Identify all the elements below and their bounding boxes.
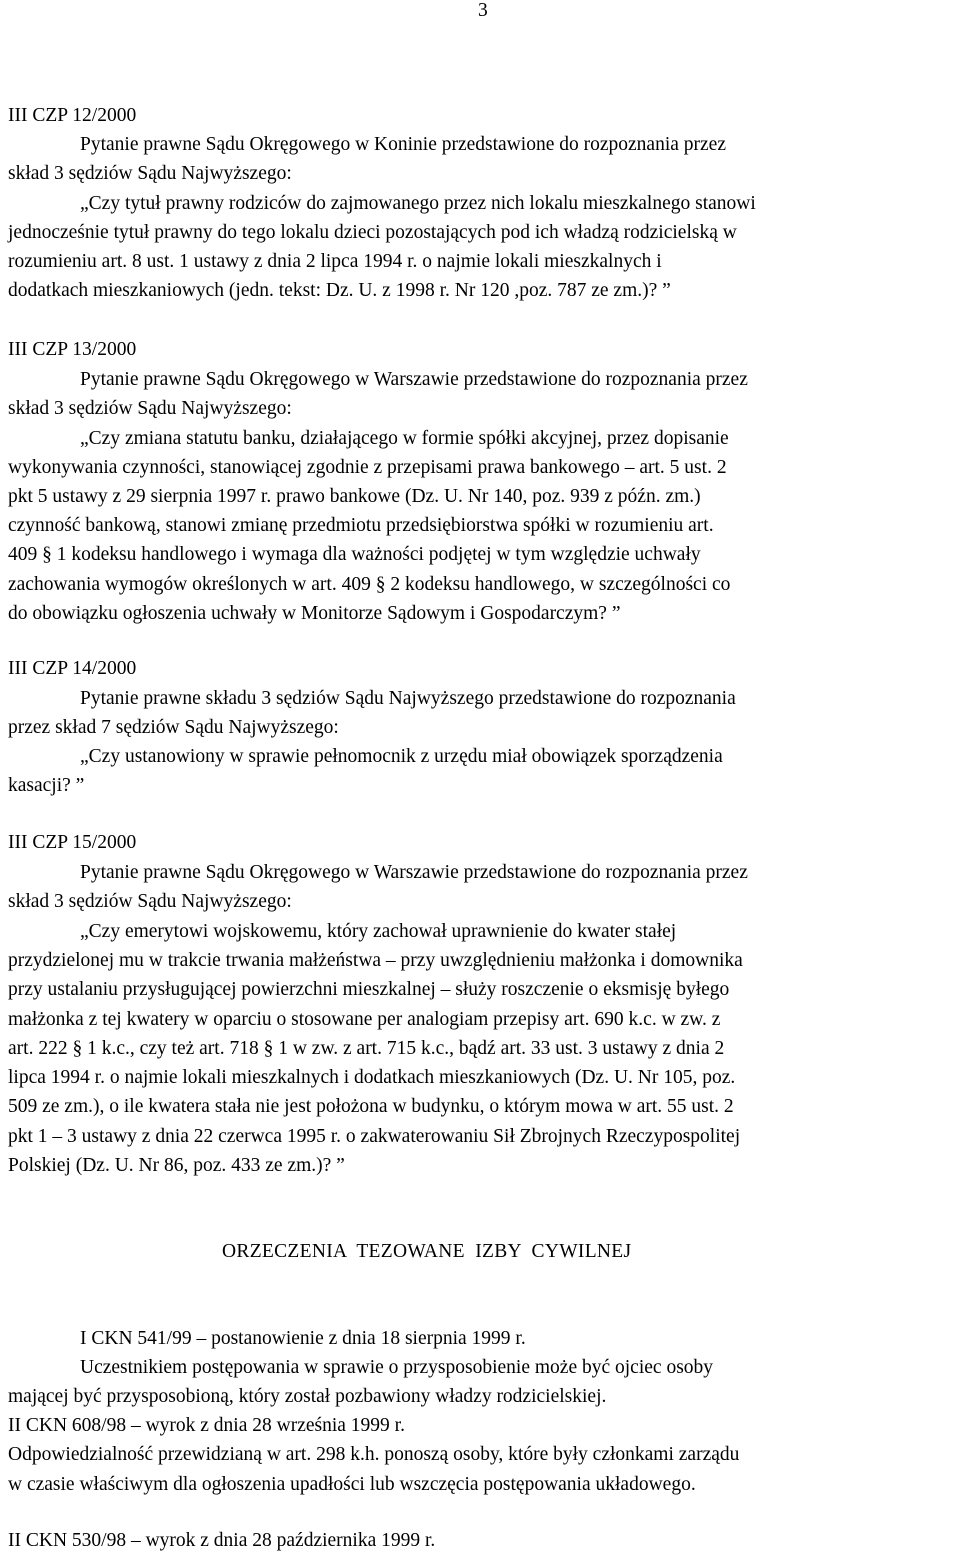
question-text: rozumieniu art. 8 ust. 1 ustawy z dnia 2 lipca 1994 r. o najmie lokali mieszkalnych i [8, 251, 662, 272]
case-number: III CZP 15/2000 [8, 832, 137, 853]
question-text: wykonywania czynności, stanowiącej zgodnie z przepisami prawa bankowego – art. 5 ust. 2 [8, 457, 727, 478]
question-text: 509 ze zm.), o ile kwatera stała nie jest położona w budynku, o którym mowa w art. 55 ust. 2 [8, 1096, 734, 1117]
question-text: art. 222 § 1 k.c., czy też art. 718 § 1 w zw. z art. 715 k.c., bądź art. 33 ust. 3 ustawy z dnia 2 [8, 1038, 725, 1059]
question-text: „Czy zmiana statutu banku, działającego w formie spółki akcyjnej, przez dopisanie [80, 428, 729, 449]
question-text: do obowiązku ogłoszenia uchwały w Monitorze Sądowym i Gospodarczym? ” [8, 603, 621, 624]
question-intro: skład 3 sędziów Sądu Najwyższego: [8, 398, 292, 419]
section-heading: ORZECZENIA TEZOWANE IZBY CYWILNEJ [222, 1241, 632, 1262]
ruling-reference: I CKN 541/99 – postanowienie z dnia 18 sierpnia 1999 r. [80, 1328, 526, 1349]
question-text: zachowania wymogów określonych w art. 409 § 2 kodeksu handlowego, w szczególności co [8, 574, 731, 595]
ruling-reference: II CKN 608/98 – wyrok z dnia 28 września 1999 r. [8, 1415, 405, 1436]
ruling-thesis: Odpowiedzialność przewidzianą w art. 298 k.h. ponoszą osoby, które były członkami zarządu [8, 1444, 740, 1465]
question-intro: skład 3 sędziów Sądu Najwyższego: [8, 891, 292, 912]
ruling-reference: II CKN 530/98 – wyrok z dnia 28 października 1999 r. [8, 1530, 436, 1551]
question-intro: Pytanie prawne Sądu Okręgowego w Koninie przedstawione do rozpoznania przez [80, 134, 726, 155]
ruling-thesis: w czasie właściwym dla ogłoszenia upadłości lub wszczęcia postępowania układowego. [8, 1474, 696, 1495]
question-text: przy ustalaniu przysługującej powierzchni mieszkalnej – służy roszczenie o eksmisję byłego [8, 979, 730, 1000]
question-text: lipca 1994 r. o najmie lokali mieszkalnych i dodatkach mieszkaniowych (Dz. U. Nr 105, poz. [8, 1067, 736, 1088]
ruling-thesis: Uczestnikiem postępowania w sprawie o przysposobienie może być ojciec osoby [80, 1357, 714, 1378]
question-text: „Czy tytuł prawny rodziców do zajmowanego przez nich lokalu mieszkalnego stanowi [80, 193, 756, 214]
question-text: „Czy emerytowi wojskowemu, który zachował uprawnienie do kwater stałej [80, 921, 677, 942]
question-intro: przez skład 7 sędziów Sądu Najwyższego: [8, 717, 339, 738]
case-number: III CZP 14/2000 [8, 658, 137, 679]
question-text: czynność bankową, stanowi zmianę przedmiotu przedsiębiorstwa spółki w rozumieniu art. [8, 515, 714, 536]
page-number: 3 [478, 0, 488, 21]
question-text: pkt 1 – 3 ustawy z dnia 22 czerwca 1995 r. o zakwaterowaniu Sił Zbrojnych Rzeczypospolitej [8, 1126, 741, 1147]
question-text: małżonka z tej kwatery w oparciu o stosowane per analogiam przepisy art. 690 k.c. w zw. z [8, 1009, 721, 1030]
question-text: 409 § 1 kodeksu handlowego i wymaga dla ważności podjętej w tym względzie uchwały [8, 544, 701, 565]
case-number: III CZP 12/2000 [8, 105, 137, 126]
question-text: Polskiej (Dz. U. Nr 86, poz. 433 ze zm.)? ” [8, 1155, 345, 1176]
question-text: jednocześnie tytuł prawny do tego lokalu dzieci pozostających pod ich władzą rodzicielską w [8, 222, 737, 243]
question-intro: Pytanie prawne Sądu Okręgowego w Warszawie przedstawione do rozpoznania przez [80, 862, 748, 883]
question-intro: skład 3 sędziów Sądu Najwyższego: [8, 163, 292, 184]
question-text: przydzielonej mu w trakcie trwania małżeństwa – przy uwzględnieniu małżonka i domownika [8, 950, 743, 971]
question-text: „Czy ustanowiony w sprawie pełnomocnik z urzędu miał obowiązek sporządzenia [80, 746, 723, 767]
question-text: kasacji? ” [8, 775, 85, 796]
question-intro: Pytanie prawne składu 3 sędziów Sądu Najwyższego przedstawione do rozpoznania [80, 688, 736, 709]
case-number: III CZP 13/2000 [8, 339, 137, 360]
question-text: pkt 5 ustawy z 29 sierpnia 1997 r. prawo bankowe (Dz. U. Nr 140, poz. 939 z późn. zm.) [8, 486, 701, 507]
question-intro: Pytanie prawne Sądu Okręgowego w Warszawie przedstawione do rozpoznania przez [80, 369, 748, 390]
question-text: dodatkach mieszkaniowych (jedn. tekst: Dz. U. z 1998 r. Nr 120 ,poz. 787 ze zm.)? ” [8, 280, 671, 301]
ruling-thesis: mającej być przysposobioną, który został pozbawiony władzy rodzicielskiej. [8, 1386, 607, 1407]
